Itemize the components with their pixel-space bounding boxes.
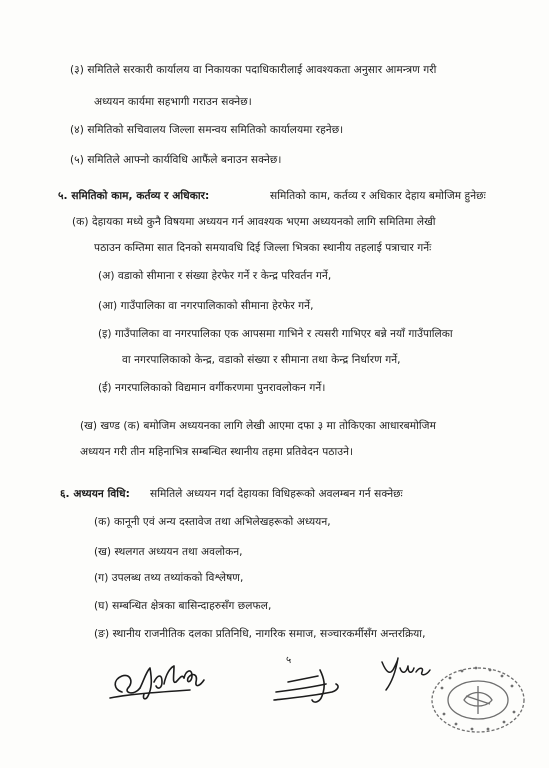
method-gha: (घ) सम्बन्धित क्षेत्रका बासिन्दाहरुसँग छलफल,	[94, 600, 272, 612]
method-ga: (ग) उपलब्ध तथ्य तथ्यांकको विश्लेषण,	[94, 572, 244, 584]
method-ka: (क) कानूनी एवं अन्य दस्तावेज तथा अभिलेखहरूको अध्ययन,	[94, 516, 331, 528]
item-ii: (ई) नगरपालिकाको विद्यमान वर्गीकरणमा पुनरावलोकन गर्ने।	[98, 382, 326, 394]
section-5-intro: समितिको काम, कर्तव्य र अधिकार देहाय बमोजिम हुनेछः	[270, 190, 486, 202]
official-seal-stamp	[422, 656, 532, 736]
sub-ka-line-2: पठाउन कम्तिमा सात दिनको समयावधि दिई जिल्ला भित्रका स्थानीय तहलाई पत्राचार गर्नेः	[94, 242, 432, 254]
item-i-line-2: वा नगरपालिकाको केन्द्र, वडाको संख्या र सीमाना तथा केन्द्र निर्धारण गर्ने,	[122, 354, 401, 366]
sub-ka-line-1: (क) देहायका मध्ये कुनै विषयमा अध्ययन गर्न आवश्यक भएमा अध्ययनको लागि समितिमा लेखी	[72, 216, 436, 228]
clause-5: (५) समितिले आफ्नो कार्यविधि आफैंले बनाउन सक्नेछ।	[70, 154, 282, 166]
clause-4: (४) समितिको सचिवालय जिल्ला समन्वय समितिको कार्यालयमा रहनेछ।	[70, 124, 344, 136]
clause-3-line-1: (३) समितिले सरकारी कार्यालय वा निकायका पदाधिकारीलाई आवश्यकता अनुसार आमन्त्रण गरी	[70, 64, 437, 76]
item-aa: (आ) गाउँपालिका वा नगरपालिकाको सीमाना हेरफेर गर्ने,	[98, 300, 314, 312]
clause-3-line-2: अध्ययन कार्यमा सहभागी गराउन सक्नेछ।	[94, 96, 252, 108]
page-number: ५	[286, 655, 292, 666]
item-i-line-1: (इ) गाउँपालिका वा नगरपालिका एक आपसमा गाभिने र त्यसरी गाभिएर बन्ने नयाँ गाउँपालिका	[98, 328, 453, 340]
sub-kha-line-1: (ख) खण्ड (क) बमोजिम अध्ययनका लागि लेखी आएमा दफा ३ मा तोकिएका आधारबमोजिम	[80, 420, 436, 432]
section-6-heading: ६. अध्ययन विधि:	[60, 488, 130, 500]
section-6-intro: समितिले अध्ययन गर्दा देहायका विधिहरूको अवलम्बन गर्न सक्नेछः	[150, 488, 403, 500]
method-nga: (ङ) स्थानीय राजनीतिक दलका प्रतिनिधि, नागरिक समाज, सञ्चारकर्मीसँग अन्तरक्रिया,	[94, 628, 426, 640]
signature-2	[268, 664, 350, 710]
section-5-heading: ५. समितिको काम, कर्तव्य र अधिकार:	[58, 190, 210, 202]
item-a: (अ) वडाको सीमाना र संख्या हेरफेर गर्ने र केन्द्र परिवर्तन गर्ने,	[98, 270, 332, 282]
signature-1	[100, 652, 218, 704]
sub-kha-line-2: अध्ययन गरी तीन महिनाभित्र सम्बन्धित स्थानीय तहमा प्रतिवेदन पठाउने।	[80, 446, 354, 458]
method-kha: (ख) स्थलगत अध्ययन तथा अवलोकन,	[94, 546, 243, 558]
